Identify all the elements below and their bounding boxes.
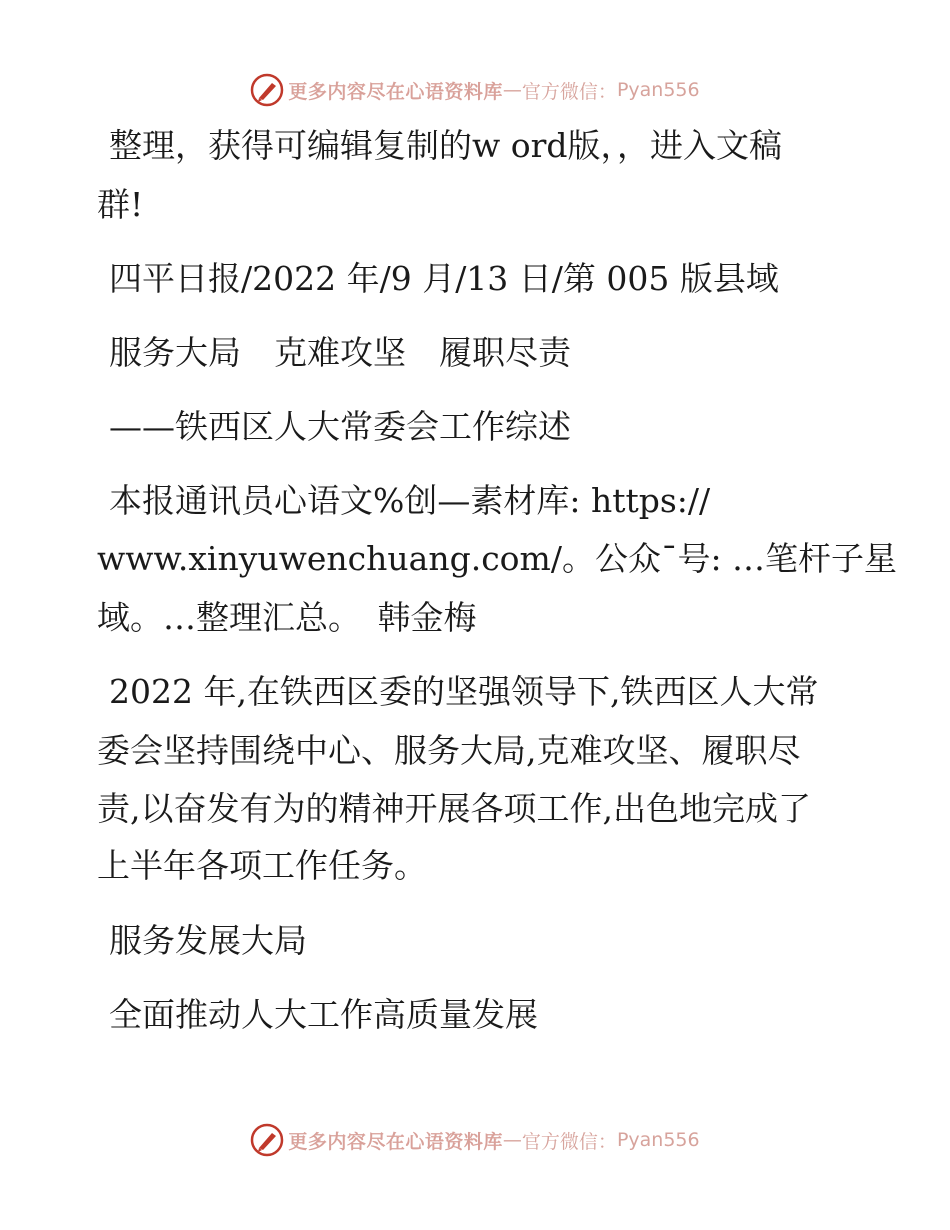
banner-separator: — (502, 1129, 522, 1151)
byline-line-2: www.xinyuwenchuang.com/。公众¯号: …笔杆子星 (97, 539, 898, 578)
article-title: 服务大局 克难攻坚 履职尽责 (109, 333, 571, 372)
section-heading: 服务发展大局 (109, 921, 307, 960)
paragraph-line-3: 责,以奋发有为的精神开展各项工作,出色地完成了 (97, 789, 811, 828)
banner-wechat-label: 官方微信： (521, 1130, 617, 1153)
header-watermark-banner (0, 70, 950, 110)
pen-logo-icon (250, 73, 284, 107)
source-line: 四平日报/2022 年/9 月/13 日/第 005 版县域 (109, 259, 779, 298)
pen-logo-icon (250, 1123, 284, 1157)
banner-wechat-label: 官方微信： (521, 80, 617, 103)
byline-line-1: 本报通讯员心语文%创—素材库: https:// (109, 481, 711, 520)
intro-line-1: 整理，获得可编辑复制的w ord版，，进入文稿 (109, 126, 783, 165)
section-subheading: 全面推动人大工作高质量发展 (109, 995, 538, 1034)
banner-wechat-account: Pyan556 (616, 79, 700, 101)
banner-site-name: 更多内容尽在心语资料库 (288, 80, 503, 103)
intro-line-2: 群! (97, 185, 144, 224)
banner-site-name: 更多内容尽在心语资料库 (288, 1130, 503, 1153)
footer-watermark-banner (0, 1120, 950, 1160)
banner-separator: — (502, 79, 522, 101)
paragraph-line-1: 2022 年,在铁西区委的坚强领导下,铁西区人大常 (109, 672, 819, 711)
banner-wechat-account: Pyan556 (616, 1129, 700, 1151)
article-subtitle: ——铁西区人大常委会工作综述 (109, 407, 571, 446)
paragraph-line-4: 上半年各项工作任务。 (97, 846, 427, 885)
byline-line-3: 域。…整理汇总。 韩金梅 (97, 598, 477, 637)
paragraph-line-2: 委会坚持围绕中心、服务大局,克难攻坚、履职尽 (97, 731, 801, 770)
